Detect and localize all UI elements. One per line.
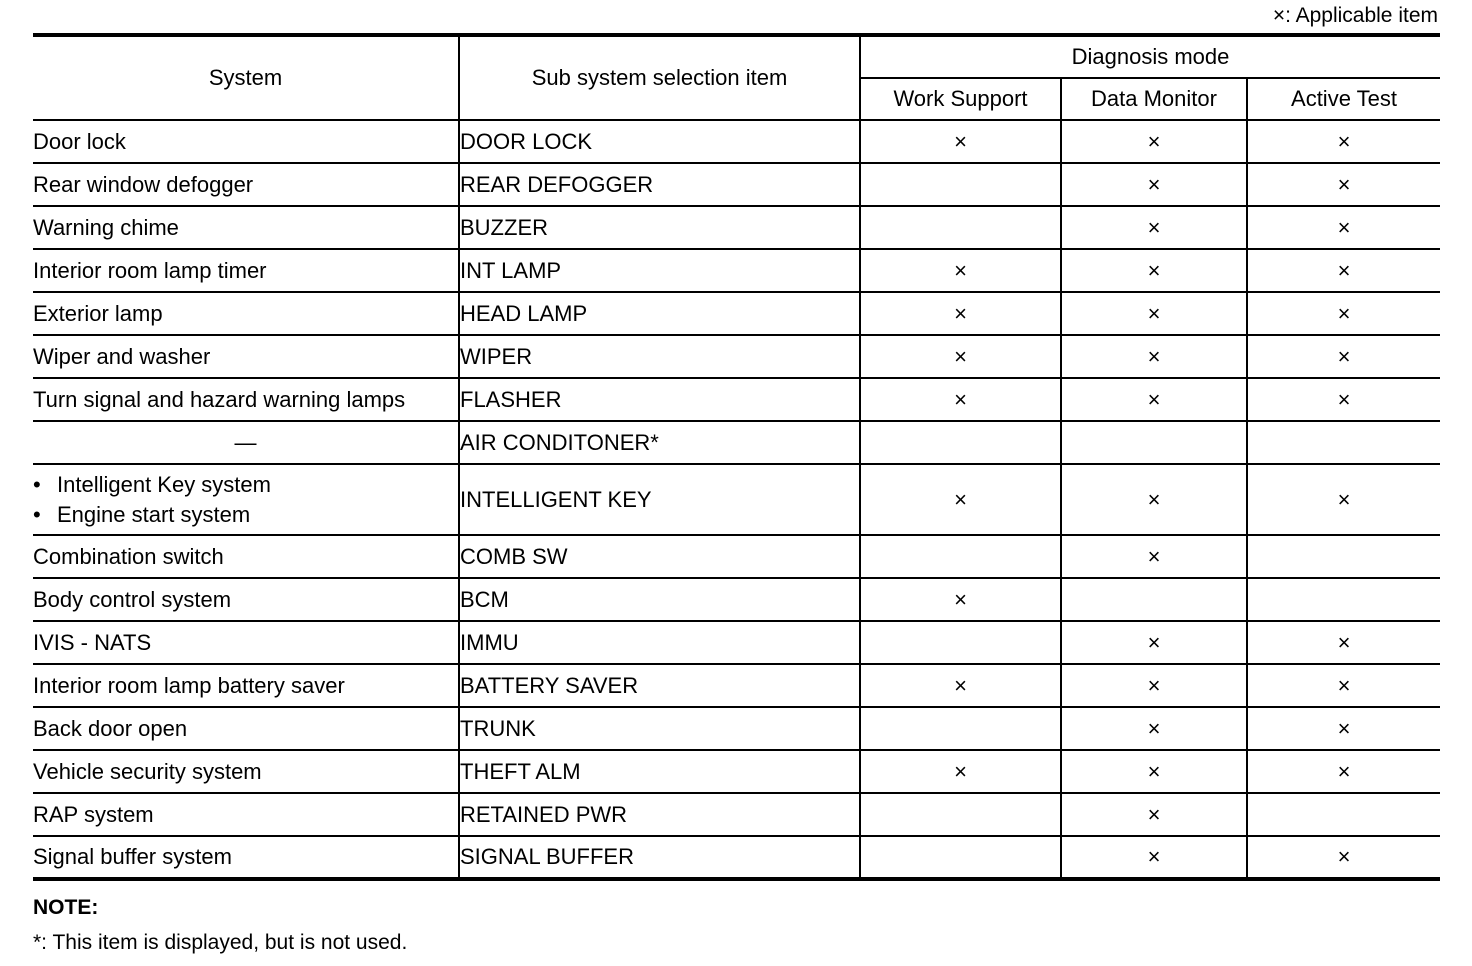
sub-system-cell: BCM <box>459 578 860 621</box>
system-cell: Combination switch <box>33 535 459 578</box>
sub-system-cell: COMB SW <box>459 535 860 578</box>
work-support-mark <box>860 206 1061 249</box>
active-test-mark: × <box>1247 664 1440 707</box>
header-data-monitor: Data Monitor <box>1061 78 1247 120</box>
sub-system-cell: RETAINED PWR <box>459 793 860 836</box>
sub-system-cell: HEAD LAMP <box>459 292 860 335</box>
sub-system-cell: TRUNK <box>459 707 860 750</box>
header-system: System <box>33 35 459 120</box>
header-sub-system: Sub system selection item <box>459 35 860 120</box>
table-row <box>33 707 1440 750</box>
work-support-mark <box>860 535 1061 578</box>
table-row <box>33 163 1440 206</box>
note-text: *: This item is displayed, but is not used. <box>33 931 408 954</box>
work-support-mark <box>860 621 1061 664</box>
data-monitor-mark: × <box>1061 163 1247 206</box>
sub-system-cell: REAR DEFOGGER <box>459 163 860 206</box>
data-monitor-mark: × <box>1061 464 1247 535</box>
table-row <box>33 621 1440 664</box>
active-test-mark: × <box>1247 120 1440 163</box>
system-cell: Turn signal and hazard warning lamps <box>33 378 459 421</box>
system-cell: Body control system <box>33 578 459 621</box>
active-test-mark: × <box>1247 750 1440 793</box>
active-test-mark <box>1247 421 1440 464</box>
data-monitor-mark <box>1061 578 1247 621</box>
data-monitor-mark: × <box>1061 750 1247 793</box>
data-monitor-mark: × <box>1061 535 1247 578</box>
work-support-mark <box>860 707 1061 750</box>
header-diagnosis-mode: Diagnosis mode <box>860 35 1440 78</box>
sub-system-cell: INT LAMP <box>459 249 860 292</box>
active-test-mark: × <box>1247 249 1440 292</box>
sub-system-cell: THEFT ALM <box>459 750 860 793</box>
system-cell: Exterior lamp <box>33 292 459 335</box>
note-title: NOTE: <box>33 896 99 919</box>
sub-system-cell: IMMU <box>459 621 860 664</box>
active-test-mark: × <box>1247 621 1440 664</box>
system-cell: Wiper and washer <box>33 335 459 378</box>
sub-system-cell: AIR CONDITONER* <box>459 421 860 464</box>
work-support-mark <box>860 421 1061 464</box>
table-row <box>33 464 1440 535</box>
system-cell: Back door open <box>33 707 459 750</box>
table-row <box>33 836 1440 879</box>
active-test-mark: × <box>1247 206 1440 249</box>
sub-system-cell: SIGNAL BUFFER <box>459 836 860 879</box>
system-cell <box>33 464 459 535</box>
data-monitor-mark <box>1061 421 1247 464</box>
work-support-mark: × <box>860 378 1061 421</box>
system-cell: IVIS - NATS <box>33 621 459 664</box>
table-row <box>33 120 1440 163</box>
applicable-item-legend: ×: Applicable item <box>1272 4 1438 27</box>
work-support-mark: × <box>860 578 1061 621</box>
data-monitor-mark: × <box>1061 378 1247 421</box>
active-test-mark: × <box>1247 378 1440 421</box>
work-support-mark: × <box>860 464 1061 535</box>
active-test-mark: × <box>1247 335 1440 378</box>
data-monitor-mark: × <box>1061 206 1247 249</box>
active-test-mark <box>1247 535 1440 578</box>
data-monitor-mark: × <box>1061 120 1247 163</box>
data-monitor-mark: × <box>1061 621 1247 664</box>
system-cell: RAP system <box>33 793 459 836</box>
active-test-mark: × <box>1247 163 1440 206</box>
table-row <box>33 335 1440 378</box>
data-monitor-mark: × <box>1061 249 1247 292</box>
work-support-mark: × <box>860 664 1061 707</box>
sub-system-cell: BUZZER <box>459 206 860 249</box>
system-cell: Warning chime <box>33 206 459 249</box>
system-cell: Interior room lamp timer <box>33 249 459 292</box>
work-support-mark <box>860 836 1061 879</box>
sub-system-cell: DOOR LOCK <box>459 120 860 163</box>
active-test-mark <box>1247 793 1440 836</box>
data-monitor-mark: × <box>1061 292 1247 335</box>
list-item: • Intelligent Key system <box>33 470 458 500</box>
table-row <box>33 421 1440 464</box>
data-monitor-mark: × <box>1061 335 1247 378</box>
table-row <box>33 292 1440 335</box>
system-bullet-list <box>33 470 458 530</box>
sub-system-cell: FLASHER <box>459 378 860 421</box>
active-test-mark: × <box>1247 464 1440 535</box>
system-cell: Interior room lamp battery saver <box>33 664 459 707</box>
table-row <box>33 378 1440 421</box>
system-cell: Signal buffer system <box>33 836 459 879</box>
table-row <box>33 249 1440 292</box>
sub-system-cell: INTELLIGENT KEY <box>459 464 860 535</box>
work-support-mark <box>860 163 1061 206</box>
work-support-mark: × <box>860 249 1061 292</box>
system-cell: Door lock <box>33 120 459 163</box>
sub-system-cell: BATTERY SAVER <box>459 664 860 707</box>
list-item: • Engine start system <box>33 500 458 530</box>
sub-system-cell: WIPER <box>459 335 860 378</box>
system-cell: — <box>33 421 459 464</box>
data-monitor-mark: × <box>1061 793 1247 836</box>
data-monitor-mark: × <box>1061 707 1247 750</box>
table-row <box>33 535 1440 578</box>
table-row <box>33 750 1440 793</box>
table-row <box>33 664 1440 707</box>
work-support-mark: × <box>860 750 1061 793</box>
active-test-mark: × <box>1247 707 1440 750</box>
work-support-mark: × <box>860 120 1061 163</box>
data-monitor-mark: × <box>1061 664 1247 707</box>
system-cell: Vehicle security system <box>33 750 459 793</box>
active-test-mark: × <box>1247 836 1440 879</box>
system-cell: Rear window defogger <box>33 163 459 206</box>
header-work-support: Work Support <box>860 78 1061 120</box>
active-test-mark: × <box>1247 292 1440 335</box>
header-active-test: Active Test <box>1247 78 1440 120</box>
table-row <box>33 578 1440 621</box>
work-support-mark: × <box>860 335 1061 378</box>
active-test-mark <box>1247 578 1440 621</box>
table-row <box>33 793 1440 836</box>
work-support-mark: × <box>860 292 1061 335</box>
diagnosis-mode-table <box>33 33 1440 881</box>
work-support-mark <box>860 793 1061 836</box>
table-row <box>33 206 1440 249</box>
data-monitor-mark: × <box>1061 836 1247 879</box>
